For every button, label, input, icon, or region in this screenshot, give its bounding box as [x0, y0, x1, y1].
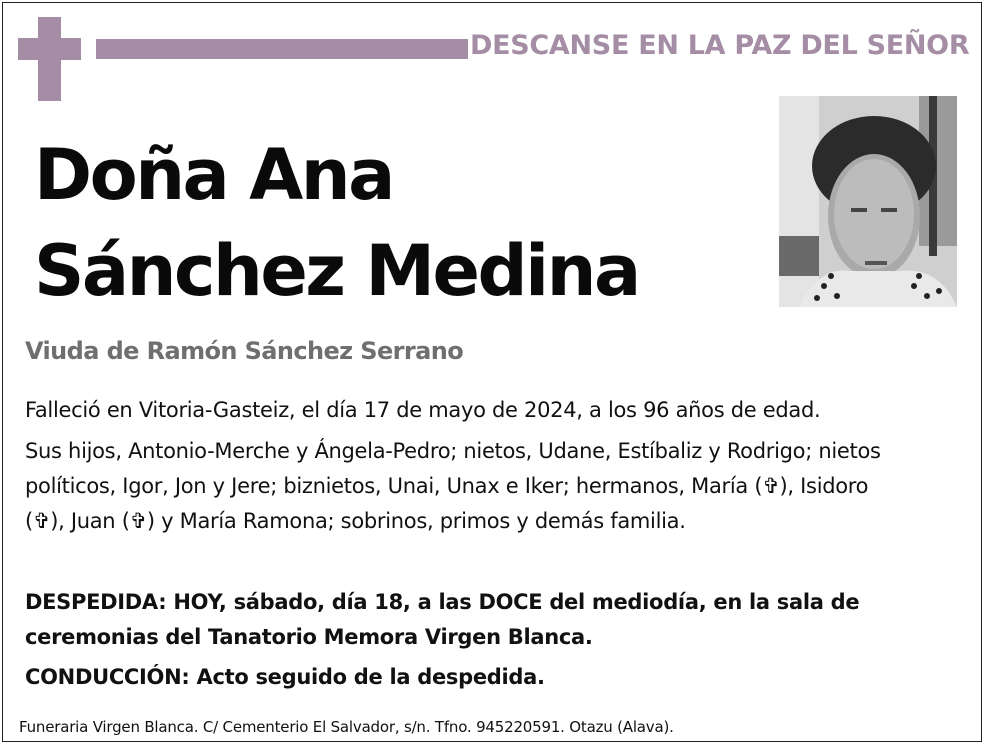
family-list: Sus hijos, Antonio-Merche y Ángela-Pedro; nietos, Udane, Estíbaliz y Rodrigo; nietos políticos, Igor, Jon y Jere; biznietos, Unai, Unax e Iker; hermanos, María (✞), Isidoro (✞), Juan (✞) y María Ramona; sobrinos, primos y demás familia.: [25, 439, 881, 533]
header-rule: [96, 39, 468, 59]
deceased-name-line1: Doña Ana: [34, 134, 393, 216]
cross-horizontal-bar: [18, 38, 81, 60]
deceased-name-line2: Sánchez Medina: [34, 230, 639, 312]
procession-details: CONDUCCIÓN: Acto seguido de la despedida.: [25, 665, 545, 689]
death-notice: Falleció en Vitoria-Gasteiz, el día 17 de mayo de 2024, a los 96 años de edad.: [25, 398, 821, 422]
farewell-details: DESPEDIDA: HOY, sábado, día 18, a las DOCE del mediodía, en la sala de ceremonias del Tanatorio Memora Virgen Blanca.: [25, 590, 860, 649]
widow-of-line: Viuda de Ramón Sánchez Serrano: [25, 337, 464, 365]
header-title: DESCANSE EN LA PAZ DEL SEÑOR: [470, 30, 970, 61]
portrait-photo: [779, 96, 957, 307]
portrait-image: [779, 96, 957, 307]
funeral-home-footer: Funeraria Virgen Blanca. C/ Cementerio El Salvador, s/n. Tfno. 945220591. Otazu (Alava).: [19, 718, 674, 736]
